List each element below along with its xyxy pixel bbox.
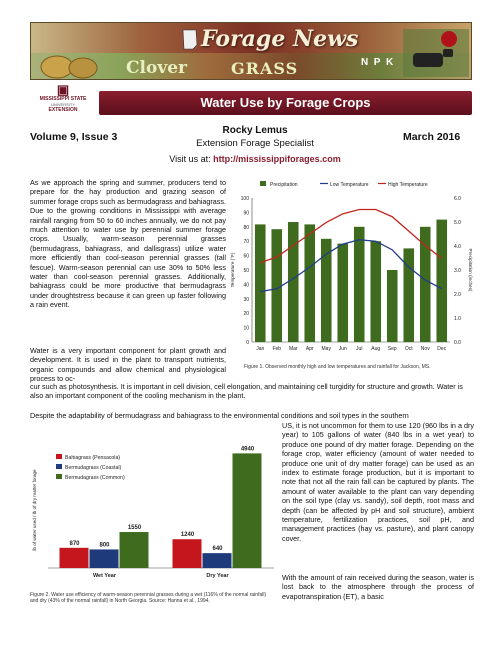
- x-tick-label: Jan: [256, 346, 265, 352]
- author-name: Rocky Lemus: [222, 125, 288, 136]
- issue-label: Volume 9, Issue 3: [30, 131, 118, 143]
- y-tick-label: 100: [240, 196, 249, 202]
- x-tick-label: Jun: [338, 346, 347, 352]
- x-tick-label: Mar: [288, 346, 298, 352]
- mississippi-map-icon: [181, 29, 199, 51]
- legend-label: Bermudagrass (Common): [65, 475, 125, 481]
- y-tick-label: 70: [243, 239, 249, 246]
- legend-label: Bermudagrass (Coastal): [65, 465, 122, 471]
- paragraph-water-role: Water is a very important component for plant growth and development. It is used in the plant to transport nutrients, organic compounds and allow chemical and physiological process to oc-: [30, 346, 226, 384]
- precipitation-bar: [337, 244, 348, 342]
- banner-grass-label: GRASS: [231, 59, 299, 78]
- precipitation-bar: [370, 241, 381, 342]
- x-tick-label: Dry Year: [206, 573, 229, 579]
- y2-tick-label: 3.0: [454, 268, 461, 274]
- legend-label: Precipitation: [270, 182, 298, 188]
- y2-tick-label: 2.0: [454, 292, 461, 298]
- data-label: 640: [212, 546, 223, 553]
- precipitation-bar: [436, 220, 447, 342]
- y2-tick-label: 4.0: [454, 244, 461, 250]
- precipitation-bar: [354, 227, 365, 342]
- logo-ext: EXTENSION: [48, 107, 78, 113]
- x-tick-label: Aug: [371, 346, 381, 352]
- data-label: 1240: [180, 532, 195, 539]
- y-tick-label: 0: [246, 340, 249, 346]
- y2-axis-title: Precipitation (inches): [468, 248, 473, 292]
- water-use-bar: [233, 453, 262, 568]
- water-use-bar: [120, 532, 149, 568]
- x-tick-label: Jul: [356, 346, 363, 352]
- precipitation-bar: [255, 224, 266, 342]
- x-tick-label: Nov: [420, 346, 430, 352]
- y-tick-label: 10: [243, 325, 249, 332]
- data-label: 4940: [240, 446, 255, 453]
- author-role: Extension Forage Specialist: [196, 138, 314, 149]
- water-use-chart: [30, 440, 278, 590]
- npk-p: P: [373, 57, 381, 68]
- water-use-bar: [173, 539, 202, 568]
- y-tick-label: 50: [243, 268, 249, 274]
- x-tick-label: Feb: [272, 346, 282, 352]
- y-tick-label: 30: [243, 296, 249, 303]
- precipitation-bar: [420, 227, 431, 342]
- paragraph-evapotranspiration: With the amount of rain received during the season, water is lost back to the atmosphere through the process of evapotranspiration (ET), a basic: [282, 573, 474, 601]
- legend-swatch: [56, 474, 62, 479]
- water-use-bar: [90, 549, 119, 568]
- precipitation-bar: [304, 224, 315, 342]
- y2-tick-label: 6.0: [454, 196, 461, 202]
- figure2-caption: Figure 2. Water use efficiency of warm-season perennial grasses during a wet (116% of the normal rainfall) and dry (43% of the normal rainfall) in North Georgia. Source: Hanna et al., 1994.: [30, 592, 267, 604]
- x-tick-label: Oct: [404, 346, 413, 352]
- npk-letters: [361, 57, 393, 68]
- x-tick-label: Dec: [437, 346, 447, 352]
- legend-swatch-precipitation: [260, 181, 266, 186]
- y-tick-label: 80: [243, 224, 249, 231]
- y2-tick-label: 0.0: [454, 340, 461, 346]
- x-tick-label: May: [321, 346, 331, 352]
- precipitation-bar: [387, 270, 398, 342]
- npk-k: K: [386, 57, 394, 68]
- legend-label: Bahiagrass (Pensacola): [65, 455, 121, 461]
- y2-tick-label: 5.0: [454, 220, 461, 226]
- visit-label: Visit us at:: [169, 154, 211, 164]
- legend-swatch: [56, 454, 62, 459]
- msu-extension-logo: [30, 84, 96, 122]
- npk-n: N: [361, 57, 369, 68]
- website-link[interactable]: http://mississippiforages.com: [213, 154, 341, 164]
- precipitation-bar: [271, 229, 282, 342]
- hay-bale-icon: [39, 51, 99, 79]
- water-use-bar: [203, 553, 232, 568]
- precipitation-bar: [288, 222, 299, 342]
- x-tick-label: Apr: [305, 346, 314, 352]
- y-tick-label: 90: [243, 210, 249, 217]
- logo-name: MISSISSIPPI STATE: [39, 96, 87, 102]
- visit-line: [140, 154, 370, 164]
- banner-title: Forage News: [201, 26, 359, 52]
- y-tick-label: 60: [243, 253, 249, 260]
- y-axis-title: lb of water used / lb of dry matter forage: [32, 469, 37, 551]
- y2-tick-label: 1.0: [454, 316, 461, 322]
- y-tick-label: 40: [243, 282, 249, 289]
- paragraph-water-efficiency: US, it is not uncommon for them to use 120 (960 lbs in a dry year) to 105 gallons of water (840 lbs in a wet year) to produce one pound of dry matter forage. Depending on the forage crop, water efficiency (amount of water needed to produce one unit of dry matter forage) can be used as an index to estimate forage production, but it is important to note that not all the rain fall can be captured by plants. The amount of water available to the plant can vary depending on the soil type (clay vs. sandy), soil depth, root mass and depth (can be affected by pH and soil structure), ambient temperature, fertilization practices, soil pH, and management practices (hay vs. pasture), and plant canopy cover.: [282, 421, 474, 543]
- data-label: 800: [99, 542, 110, 549]
- paragraph-adaptability: Despite the adaptability of bermudagrass and bahiagrass to the environmental conditions and soil types in the southern: [30, 411, 409, 420]
- article-title: Water Use by Forage Crops: [99, 91, 472, 115]
- high-temperature-line: [260, 210, 442, 263]
- y-axis-title: Temperature (°F): [230, 252, 235, 288]
- logo-unit: UNIVERSITY: [50, 102, 75, 107]
- data-label: 1550: [127, 525, 142, 532]
- cow-icon: [403, 29, 469, 77]
- banner-clover-label: Clover: [126, 58, 187, 78]
- legend-swatch: [56, 464, 62, 469]
- x-tick-label: Sep: [387, 346, 397, 352]
- newsletter-banner: [30, 22, 472, 80]
- x-tick-label: Wet Year: [92, 573, 117, 579]
- climate-chart: [228, 176, 474, 364]
- figure1-caption: Figure 1. Observed monthly high and low temperatures and rainfall for Jackson, MS.: [244, 364, 431, 370]
- paragraph-intro: As we approach the spring and summer, producers tend to prepare for the hay production and grazing season of summer forage crops such as bermudagrass and bahiagrass. Due to the growing conditions in Mississippi with average rainfall ranging from 50 to 60 inches annually, we do not pay much attention to water use by perennial summer forage crops. Usually, warm-season perennial grasses (bermudagrass, bahiagrass, and dallisgrass) utilize water more efficiently than cool-season perennial grasses (tall fescue). Warm-season perennial can use 30% to 50% less water than cool-season perennial grasses. Additionally, bahiagrass could be more productive that bermudagrass under droughtstress because it can green up faster following a rain event.: [30, 178, 226, 310]
- legend-label: High Temperature: [388, 182, 428, 188]
- issue-date: March 2016: [403, 131, 461, 143]
- y-tick-label: 20: [243, 311, 249, 318]
- water-use-bar: [60, 548, 89, 568]
- legend-label: Low Temperature: [330, 182, 369, 188]
- paragraph-water-role-cont: cur such as photosynthesis. It is important in cell division, cell elongation, and maintaining cell turgidity for structure and growth. Water is also an important component of the cooling mechanism in the plant.: [30, 382, 463, 401]
- data-label: 870: [69, 540, 80, 547]
- logo-mark: ▣: [56, 82, 70, 97]
- low-temperature-line: [260, 240, 442, 292]
